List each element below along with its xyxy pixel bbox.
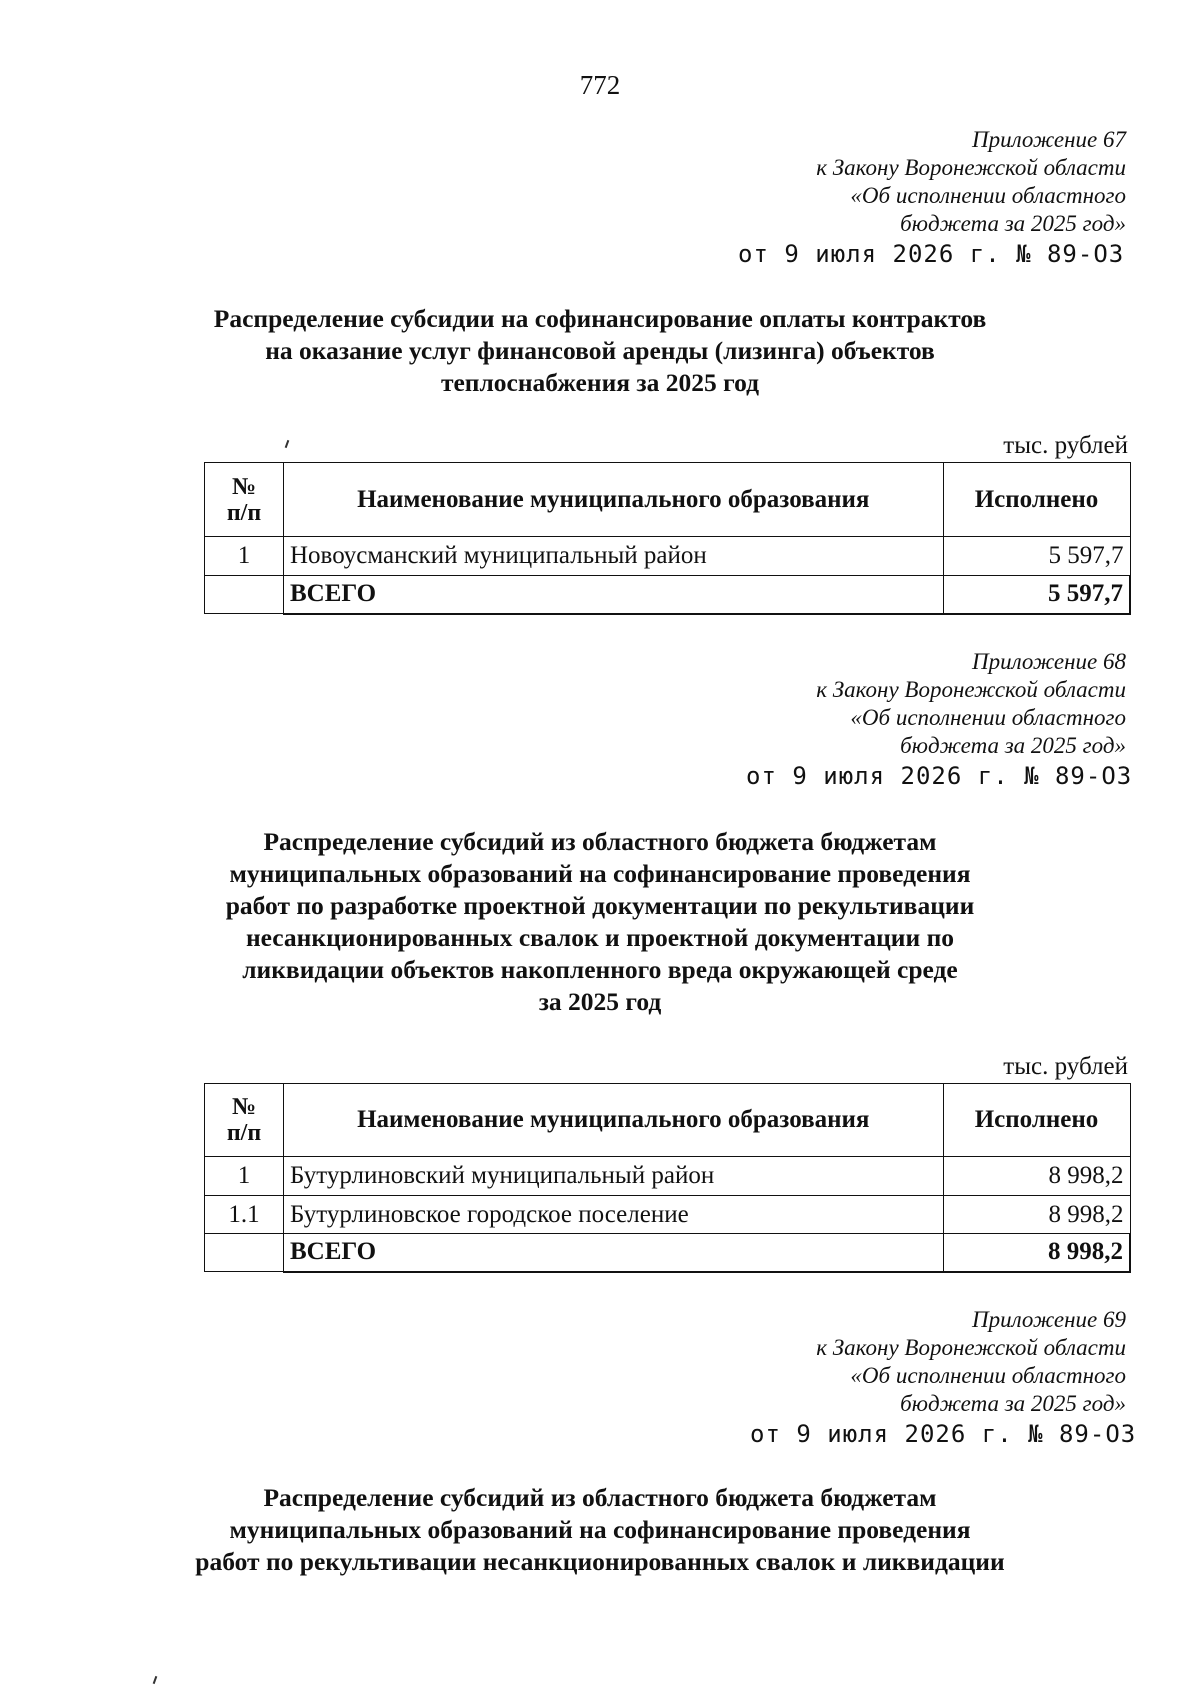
row-number: 1 <box>205 1157 284 1196</box>
header-number-sign: № <box>231 1094 257 1120</box>
table-row <box>205 1196 1131 1234</box>
data-table <box>204 1083 1131 1273</box>
appendix-law-title: бюджета за 2025 год» <box>900 211 1126 236</box>
col-header-value: Исполнено <box>943 463 1130 537</box>
title-line: Распределение субсидий из областного бюджета бюджетам <box>263 1483 937 1512</box>
data-table <box>204 462 1131 615</box>
appendix-label: Приложение 67 <box>971 127 1126 152</box>
title-line: муниципальных образований на софинансирование проведения <box>229 859 971 888</box>
row-name: Бутурлиновский муниципальный район <box>284 1157 944 1196</box>
row-value: 5 597,7 <box>943 537 1130 576</box>
law-date-stamp: от 9 июля 2026 г. № 89-ОЗ <box>750 1420 1137 1448</box>
col-header-number <box>205 463 284 537</box>
header-number-sign: № <box>231 473 257 500</box>
row-name: Новоусманский муниципальный район <box>284 537 944 576</box>
row-number: 1.1 <box>205 1196 284 1234</box>
title-line: Распределение субсидий из областного бюджета бюджетам <box>263 827 937 856</box>
law-date-stamp: от 9 июля 2026 г. № 89-ОЗ <box>746 762 1133 790</box>
appendix-law: к Закону Воронежской области <box>816 677 1126 702</box>
total-value: 5 597,7 <box>943 576 1130 614</box>
appendix-68-header <box>660 648 1126 760</box>
table-row <box>205 1157 1131 1196</box>
appendix-67-header <box>660 126 1126 238</box>
title-line: несанкционированных свалок и проектной документации по <box>245 923 955 952</box>
title-line: работ по рекультивации несанкционированных свалок и ликвидации <box>195 1547 1005 1576</box>
col-header-name: Наименование муниципального образования <box>284 463 944 537</box>
row-value: 8 998,2 <box>943 1157 1130 1196</box>
title-line: ликвидации объектов накопленного вреда окружающей среде <box>242 955 958 984</box>
section-title <box>180 826 1020 1018</box>
scan-mark <box>153 1676 158 1684</box>
appendix-law: к Закону Воронежской области <box>816 1335 1126 1360</box>
appendix-law-title: «Об исполнении областного <box>850 1363 1126 1388</box>
table-row <box>205 537 1131 576</box>
title-line: теплоснабжения за 2025 год <box>440 368 760 397</box>
total-number <box>205 576 284 614</box>
header-number-abbr: п/п <box>226 1120 262 1146</box>
page-number: 772 <box>579 70 621 100</box>
appendix-label: Приложение 69 <box>971 1307 1126 1332</box>
appendix-law-title: бюджета за 2025 год» <box>900 733 1126 758</box>
section-title <box>180 303 1020 399</box>
row-name: Бутурлиновское городское поселение <box>284 1196 944 1234</box>
title-line: за 2025 год <box>538 987 662 1016</box>
section-title <box>180 1482 1020 1578</box>
header-number-abbr: п/п <box>226 499 262 526</box>
appendix-law-title: «Об исполнении областного <box>850 183 1126 208</box>
total-label: ВСЕГО <box>284 576 944 614</box>
title-line: Распределение субсидии на софинансирование оплаты контрактов <box>213 304 987 333</box>
appendix-law-title: бюджета за 2025 год» <box>900 1391 1126 1416</box>
currency-unit: тыс. рублей <box>1003 1053 1128 1080</box>
row-number: 1 <box>205 537 284 576</box>
title-line: муниципальных образований на софинансирование проведения <box>229 1515 971 1544</box>
col-header-number <box>205 1084 284 1157</box>
table-header-row <box>205 1084 1131 1157</box>
appendix-label: Приложение 68 <box>971 649 1126 674</box>
table-header-row <box>205 463 1131 537</box>
law-date-stamp: от 9 июля 2026 г. № 89-ОЗ <box>738 240 1125 268</box>
appendix-law-title: «Об исполнении областного <box>850 705 1126 730</box>
title-line: на оказание услуг финансовой аренды (лизинга) объектов <box>265 336 935 365</box>
table-total-row <box>205 1234 1131 1272</box>
col-header-value: Исполнено <box>943 1084 1130 1157</box>
total-value: 8 998,2 <box>943 1234 1130 1272</box>
total-number <box>205 1234 284 1272</box>
appendix-law: к Закону Воронежской области <box>816 155 1126 180</box>
scan-mark <box>285 440 290 448</box>
row-value: 8 998,2 <box>943 1196 1130 1234</box>
title-line: работ по разработке проектной документации по рекультивации <box>225 891 975 920</box>
col-header-name: Наименование муниципального образования <box>284 1084 944 1157</box>
table-total-row <box>205 576 1131 614</box>
currency-unit: тыс. рублей <box>1003 432 1128 459</box>
appendix-69-header <box>660 1306 1126 1418</box>
total-label: ВСЕГО <box>284 1234 944 1272</box>
